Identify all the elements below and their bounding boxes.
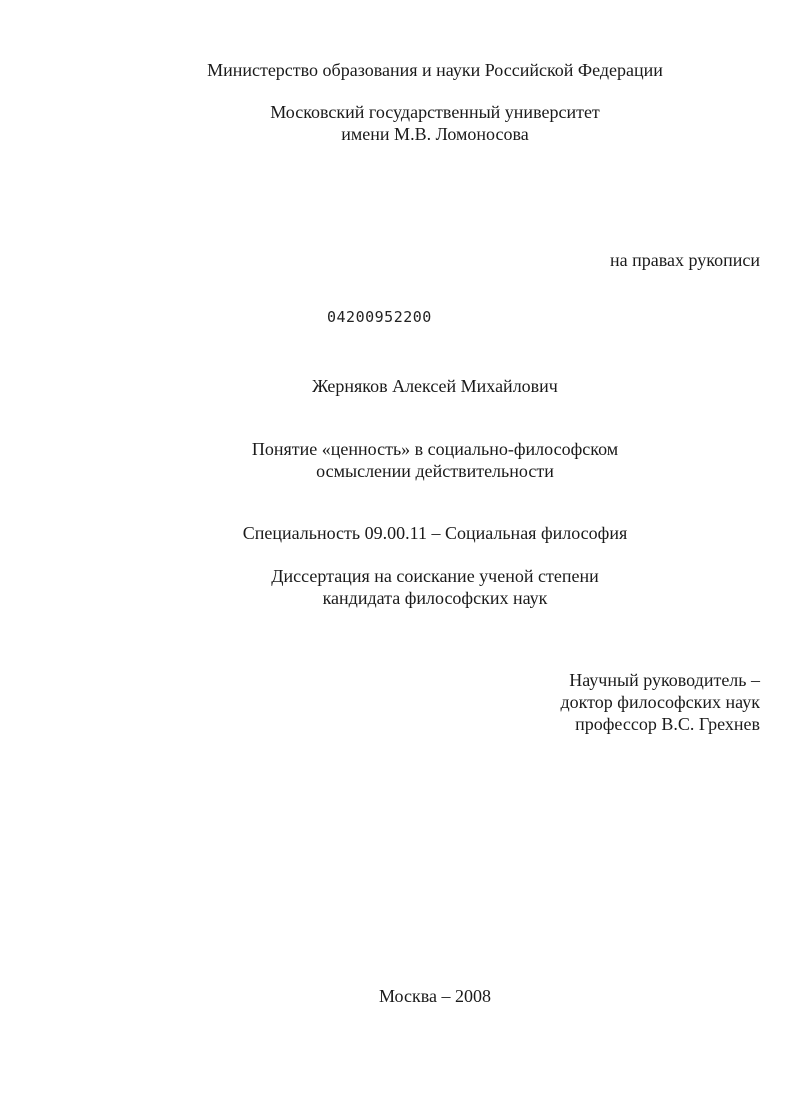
supervisor-line-1: Научный руководитель – [569,670,760,690]
supervisor-line-3: профессор В.С. Грехнев [575,714,760,734]
city-year-footer: Москва – 2008 [379,986,491,1006]
university-line-1: Московский государственный университет [270,102,600,122]
university-line-2: имени М.В. Ломоносова [341,124,529,144]
title-line-2: осмыслении действительности [316,461,554,481]
specialty-line: Специальность 09.00.11 – Социальная философия [242,523,628,543]
ministry-line: Министерство образования и науки Российской Федерации [207,60,663,80]
title-line-1: Понятие «ценность» в социально-философском [251,439,619,459]
manuscript-note: на правах рукописи [610,250,760,270]
degree-line-2: кандидата философских наук [322,588,548,608]
author-name: Жерняков Алексей Михайлович [312,376,558,396]
degree-line-1: Диссертация на соискание ученой степени [271,566,599,586]
catalog-number-stamp: 04200952200 [327,308,432,326]
supervisor-line-2: доктор философских наук [560,692,760,712]
